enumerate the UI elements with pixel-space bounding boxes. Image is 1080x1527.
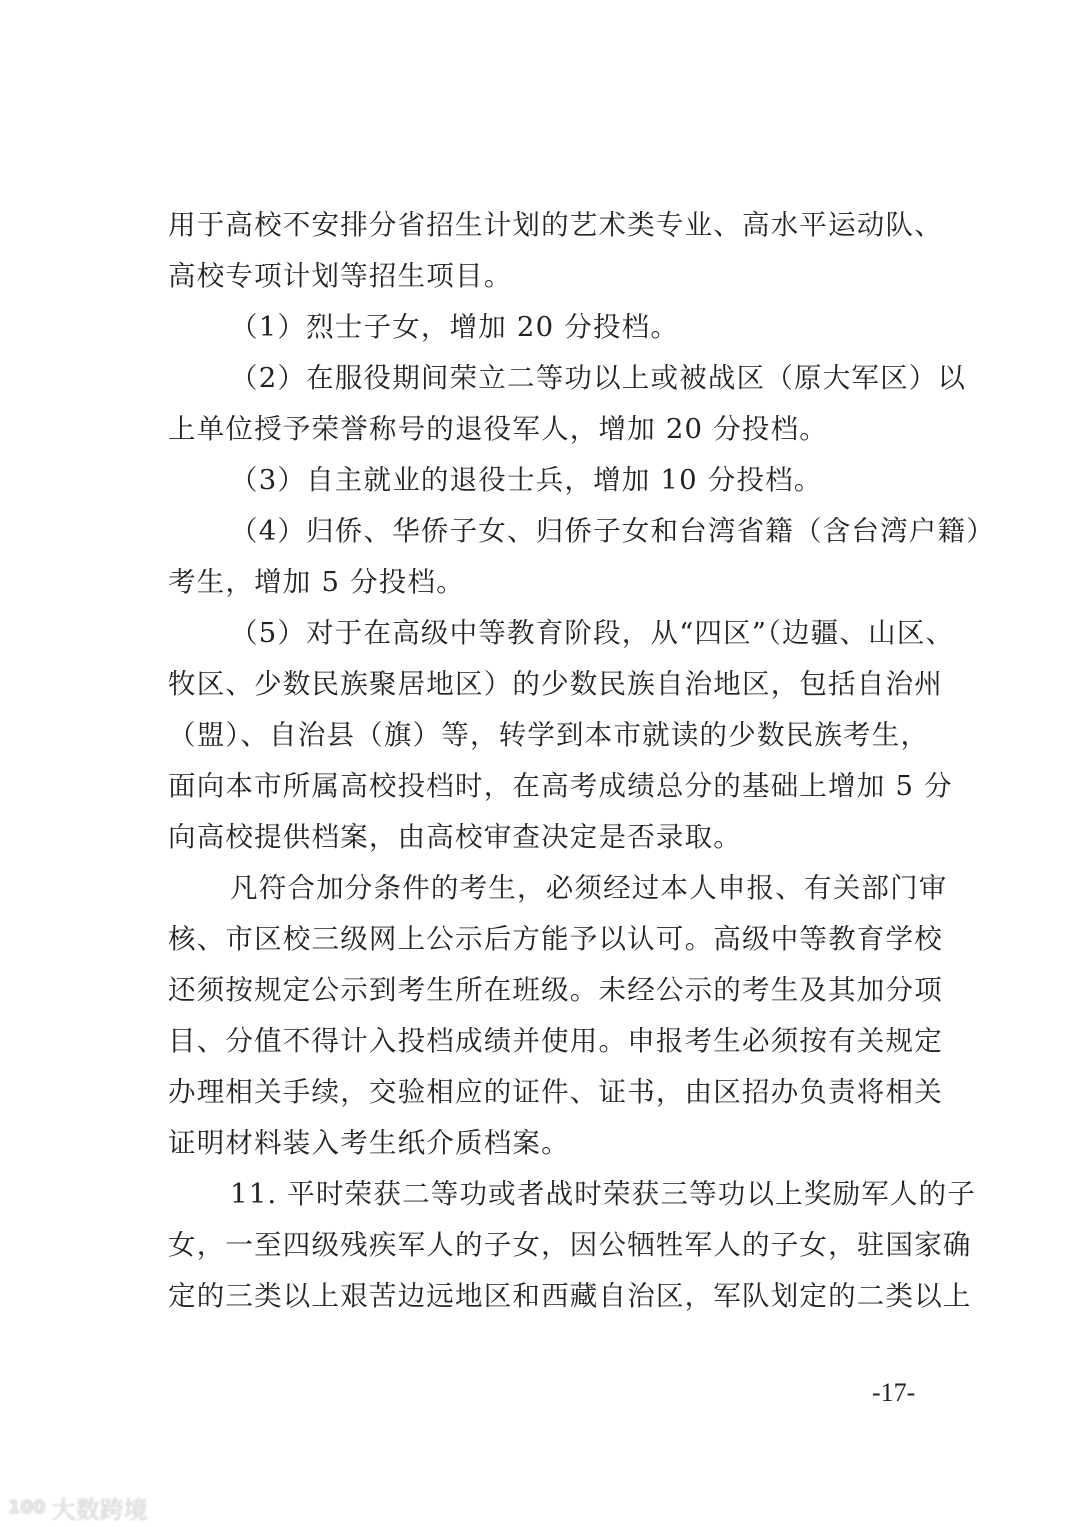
text-line: 高校专项计划等招生项目。 bbox=[168, 260, 513, 292]
text-line: 核、市区校三级网上公示后方能予以认可。高级中等教育学校 bbox=[168, 923, 943, 955]
text-line: 牧区、少数民族聚居地区）的少数民族自治地区，包括自治州 bbox=[168, 668, 943, 700]
text-line: （1）烈士子女，增加 20 分投档。 bbox=[230, 311, 680, 343]
text-line: 女，一至四级残疾军人的子女，因公牺牲军人的子女，驻国家确 bbox=[168, 1229, 972, 1261]
text-line: 办理相关手续，交验相应的证件、证书，由区招办负责将相关 bbox=[168, 1076, 943, 1108]
text-line: （3）自主就业的退役士兵，增加 10 分投档。 bbox=[230, 464, 823, 496]
text-line: （5）对于在高级中等教育阶段，从“四区”（边疆、山区、 bbox=[230, 617, 955, 649]
text-line: （4）归侨、华侨子女、归侨子女和台湾省籍（含台湾户籍） bbox=[230, 515, 995, 547]
text-line: 凡符合加分条件的考生，必须经过本人申报、有关部门审 bbox=[230, 872, 948, 904]
page-number: -17- bbox=[872, 1378, 916, 1407]
document-body bbox=[168, 200, 995, 1322]
text-line: 还须按规定公示到考生所在班级。未经公示的考生及其加分项 bbox=[168, 974, 943, 1006]
text-line: （2）在服役期间荣立二等功以上或被战区（原大军区）以 bbox=[230, 362, 967, 394]
text-line: 面向本市所属高校投档时，在高考成绩总分的基础上增加 5 分 bbox=[168, 770, 953, 802]
text-line: 向高校提供档案，由高校审查决定是否录取。 bbox=[168, 821, 742, 853]
text-line: 上单位授予荣誉称号的退役军人，增加 20 分投档。 bbox=[168, 413, 828, 445]
text-line: （盟）、自治县（旗）等，转学到本市就读的少数民族考生， bbox=[168, 719, 930, 751]
watermark-logo-icon: 100 bbox=[8, 1497, 46, 1518]
text-line: 目、分值不得计入投档成绩并使用。申报考生必须按有关规定 bbox=[168, 1025, 943, 1057]
text-line: 考生，增加 5 分投档。 bbox=[168, 566, 465, 598]
text-line: 证明材料装入考生纸介质档案。 bbox=[168, 1127, 570, 1159]
text-line: 定的三类以上艰苦边远地区和西藏自治区，军队划定的二类以上 bbox=[168, 1280, 972, 1312]
watermark-text: 大数跨境 bbox=[51, 1496, 148, 1524]
text-line: 用于高校不安排分省招生计划的艺术类专业、高水平运动队、 bbox=[168, 209, 943, 241]
text-line: 11. 平时荣获二等功或者战时荣获三等功以上奖励军人的子 bbox=[230, 1178, 977, 1210]
watermark bbox=[8, 1490, 148, 1525]
